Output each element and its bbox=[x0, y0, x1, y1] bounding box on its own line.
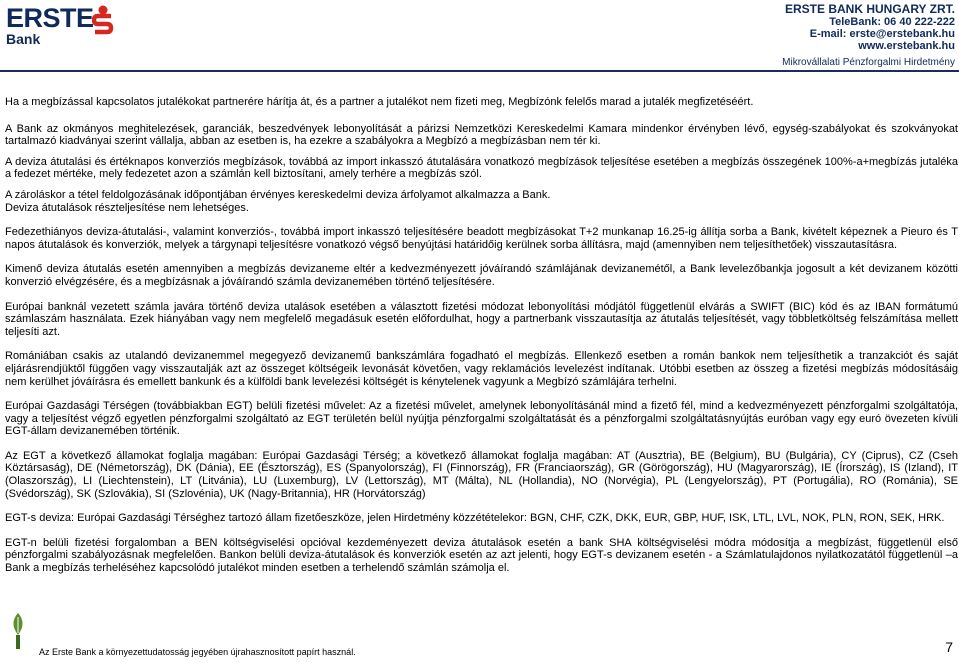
paragraph: Európai banknál vezetett számla javára történő deviza utalások esetében a választott fizetési módozat lebonyolítási módjától függetlenül elvárás a SWIFT (BIC) kód és az IBAN formátumú számlaszám használata. Ezek hiányában vagy nem megfelelő megadásuk esetén előfordulhat, hogy a partnerbank visszautasítja az átutalás teljesítését, vagy többletköltség felszámítása mellett teljesíti azt. bbox=[5, 300, 958, 338]
telebank-number: TeleBank: 06 40 222-222 bbox=[829, 16, 955, 28]
paragraph: A deviza átutalási és értéknapos konverziós megbízások, továbbá az import inkasszó átutalására vonatkozó megbízások teljesítése esetében a megbízás összegének 100%-a+megbízás jutaléka a fedezet mértéke, mely fedezetet azon a számlán kell biztosítani, amely terhére a megbízás szól. bbox=[5, 155, 958, 181]
paragraph: Kimenő deviza átutalás esetén amennyiben a megbízás devizaneme eltér a kedvezményezett jóváírandó számlájának devizanemétől, a Bank levelezőbankja jogosult a két devizanem közötti konverzió elvégzésére, és a megbízásnak a jóváírandó számla devizanemében történő teljesítésére. bbox=[5, 263, 958, 288]
recycled-paper-note: Az Erste Bank a környezettudatosság jegyében újrahasznosított papírt használ. bbox=[39, 647, 356, 657]
paragraph: Ha a megbízással kapcsolatos jutalékokat partnerére hárítja át, és a partner a jutalékot nem fizeti meg, Megbízónk felelős marad a jutalék megfizetéséért. bbox=[5, 96, 754, 108]
logo-subtitle: Bank bbox=[6, 31, 41, 47]
page-number: 7 bbox=[945, 639, 953, 655]
erste-bank-logo bbox=[6, 4, 116, 48]
paragraph: Az EGT a következő államokat foglalja magában: Európai Gazdasági Térség; a következő államokat foglalja magában: AT (Ausztria), BE (Belgium), BU (Bulgária), CY (Ciprus), CZ (Cseh Köztársaság), DE (Németország), DK (Dánia), EE (Észtország), ES (Spanyolország), FI (Finnország), FR (Franciaország), GR (Görögország), HU (Magyarország), IE (Írország), IS (Izland), IT (Olaszország), LI (Liechtenstein), LT (Litvánia), LU (Luxemburg), LV (Lettország), MT (Málta), NL (Hollandia), NO (Norvégia), PL (Lengyelország), PT (Portugália), RO (Románia), SE (Svédország), SK (Szlovákia), SI (Szlovénia), UK (Nagy-Britannia), HR (Horvátország) bbox=[5, 449, 958, 500]
paragraph: Európai Gazdasági Térségen (továbbiakban EGT) belüli fizetési művelet: Az a fizetési művelet, amelynek lebonyolításánál mind a fizető fél, mind a kedvezményezett pénzforgalmi szolgáltatója, vagy a teljesítést végző egyetlen pénzforgalmi szolgáltató az EGT területén belül nyújtja pénzforgalmi szolgáltatását és a pénzforgalmi szolgáltatásnyújtás euróban vagy egy euró övezeten kívüli EGT-állam devizanemében történik. bbox=[5, 400, 958, 438]
paragraph: Romániában csakis az utalandó devizanemmel megegyező devizanemű bankszámlára fogadható el megbízás. Ellenkező esetben a román bankok nem teljesíthetik a tranzakciót és saját eljárásrendjüktől függően vagy visszautalják azt az összeget költségeik levonását követően, vagy reklamációs levelezést indítanak. Utóbbi esetben az összeg a fizetési megbízás módosításáig nem kerülhet jóváírásra és emellett bankunk és a külföldi bank levelezési költségét is kénytelenek vagyunk a Megbízó számlájára terhelni. bbox=[5, 350, 958, 388]
contact-block bbox=[785, 3, 955, 52]
paragraph: Deviza átutalások részteljesítése nem lehetséges. bbox=[5, 201, 249, 214]
website-url: www.erstebank.hu bbox=[858, 40, 955, 52]
header-divider bbox=[0, 70, 959, 72]
document-body bbox=[5, 96, 958, 583]
company-name: ERSTE BANK HUNGARY ZRT. bbox=[784, 2, 955, 16]
recycle-leaf-icon bbox=[7, 611, 29, 651]
paragraph: EGT-s deviza: Európai Gazdasági Térséghez tartozó állam fizetőeszköze, jelen Hirdetmény közzétételekor: BGN, CHF, CZK, DKK, EUR, GBP, HUF, ISK, LTL, LVL, NOK, PLN, RON, SEK, HRK. bbox=[5, 512, 945, 525]
paragraph: A Bank az okmányos meghitelezések, garanciák, beszedvények lebonyolítását a párizsi Nemzetközi Kereskedelmi Kamara mindenkor érvényben lévő, egység-szabályokat és szokványokat tartalmazó kiadványai szerint vállalja, abban az esetben is, ha ezekre a szabályokra a Megbízó a megbízásban nem tér ki. bbox=[5, 122, 958, 148]
erste-s-logo-icon bbox=[92, 5, 114, 37]
paragraph: Fedezethiányos deviza-átutalási-, valamint konverziós-, továbbá import inkasszó teljesítésére beadott megbízásokat T+2 munkanap 16.25-ig állítja sorba a Bank, kivételt képeznek a Pieuro és T napos átutalások és konverziók, melyek a tárgynapi teljesítésre vonatkozó végső benyújtási határidőig kerülnek sorba állításra, majd (amennyiben nem teljesíthetőek) visszautasításra. bbox=[5, 226, 958, 251]
paragraph: EGT-n belüli fizetési forgalomban a BEN költségviselési opcióval kezdeményezett deviza átutalások esetén a bank SHA költségviselési módra módosítja a megbízást, függetlenül első pénzforgalmi szabályozásnak megfelelően. Bankon belüli deviza-átutalások és konverziók esetén az azt jelenti, hogy EGT-s devizanem esetén - a Számlatulajdonos nyilatkozatától függetlenül –a Bank a megbízás terheléséhez kapcsolódó jutalékot minden esetben a terhelendő számlán számolja el. bbox=[5, 536, 958, 575]
logo-wordmark: ERSTE bbox=[6, 3, 94, 33]
email-address: E-mail: erste@erstebank.hu bbox=[809, 28, 955, 40]
document-tagline: Mikrovállalati Pénzforgalmi Hirdetmény bbox=[782, 57, 955, 68]
paragraph: A zároláskor a tétel feldolgozásának időpontjában érvényes kereskedelmi deviza árfolyamot alkalmazza a Bank. bbox=[5, 188, 551, 201]
